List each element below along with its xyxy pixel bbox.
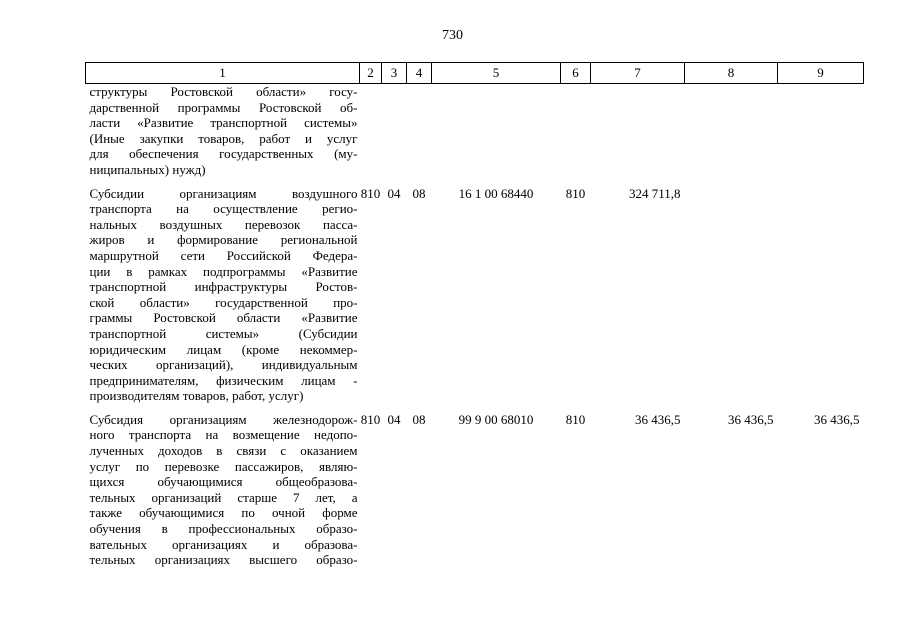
column-header-6: 6 <box>561 63 591 84</box>
cell-target-article <box>432 84 561 178</box>
row-description <box>86 84 360 178</box>
description-line: нальных воздушных перевозок пасса- <box>89 216 358 232</box>
cell-section: 04 <box>387 411 401 427</box>
cell-amount-1 <box>591 84 685 178</box>
row-description <box>86 178 360 404</box>
page-number: 730 <box>442 28 463 43</box>
table-row <box>86 178 864 404</box>
description-line: ниципальных) нужд) <box>89 161 206 177</box>
cell-ministry <box>360 84 382 178</box>
description-line: вательных организациях и образова- <box>89 536 358 552</box>
description-line: услуг по перевозке пассажиров, являю- <box>89 458 358 474</box>
description-line: также обучающимися по очной форме <box>89 505 358 521</box>
description-line: тельных организаций старше 7 лет, а <box>89 489 358 505</box>
cell-amount-1: 324 711,8 <box>628 185 681 201</box>
cell-amount-2: 36 436,5 <box>728 411 774 427</box>
description-line: щихся обучающимися общеобразова- <box>89 474 358 490</box>
cell-target-article: 99 9 00 68010 <box>458 411 534 427</box>
cell-target-article: 16 1 00 68440 <box>458 185 534 201</box>
column-header-7: 7 <box>591 63 685 84</box>
description-line: обучения в профессиональных образо- <box>89 521 358 537</box>
column-header-9: 9 <box>778 63 864 84</box>
cell-section <box>382 84 407 178</box>
cell-subsection: 08 <box>412 411 426 427</box>
cell-subsection <box>407 84 432 178</box>
description-line: ного транспорта на возмещение недопо- <box>89 427 358 443</box>
description-line: тельных организациях высшего образо- <box>89 552 358 568</box>
column-header-3: 3 <box>382 63 407 84</box>
budget-table <box>85 62 864 568</box>
description-line: лученных доходов в связи с оказанием <box>89 443 358 459</box>
description-line: юридическим лицам (кроме некоммер- <box>89 341 358 357</box>
cell-ministry: 810 <box>360 411 381 427</box>
description-line: дарственной программы Ростовской об- <box>89 99 358 115</box>
description-line: жиров и формирование региональной <box>89 232 358 248</box>
cell-expense-type: 810 <box>565 185 586 201</box>
description-line: (Иные закупки товаров, работ и услуг <box>89 130 358 146</box>
cell-amount-2 <box>685 178 778 404</box>
cell-subsection: 08 <box>412 185 426 201</box>
description-line: предпринимателям, физическим лицам - <box>89 372 358 388</box>
column-header-2: 2 <box>360 63 382 84</box>
description-line: ции в рамках подпрограммы «Развитие <box>89 263 358 279</box>
table-header-row <box>86 63 864 84</box>
description-line: Субсидии организациям воздушного <box>89 185 358 201</box>
column-header-8: 8 <box>685 63 778 84</box>
cell-expense-type: 810 <box>565 411 586 427</box>
description-line: транспортной системы» (Субсидии <box>89 325 358 341</box>
column-header-1: 1 <box>86 63 360 84</box>
description-line: Субсидия организациям железнодорож- <box>89 411 358 427</box>
table-row <box>86 404 864 568</box>
table-row <box>86 84 864 178</box>
cell-amount-3: 36 436,5 <box>814 411 860 427</box>
cell-expense-type <box>561 84 591 178</box>
column-header-4: 4 <box>407 63 432 84</box>
cell-ministry: 810 <box>360 185 381 201</box>
column-header-5: 5 <box>432 63 561 84</box>
description-line: ласти «Развитие транспортной системы» <box>89 115 358 131</box>
cell-section: 04 <box>387 185 401 201</box>
cell-amount-3 <box>778 84 864 178</box>
description-line: производителям товаров, работ, услуг) <box>89 388 304 404</box>
description-line: транспорта на осуществление регио- <box>89 201 358 217</box>
description-line: для обеспечения государственных (му- <box>89 146 358 162</box>
description-line: структуры Ростовской области» госу- <box>89 84 358 99</box>
cell-amount-2 <box>685 84 778 178</box>
description-line: транспортной инфраструктуры Ростов- <box>89 279 358 295</box>
description-line: ской области» государственной про- <box>89 294 358 310</box>
description-line: граммы Ростовской области «Развитие <box>89 310 358 326</box>
description-line: ческих организаций), индивидуальным <box>89 357 358 373</box>
description-line: маршрутной сети Российской Федера- <box>89 247 358 263</box>
cell-amount-1: 36 436,5 <box>635 411 681 427</box>
row-description <box>86 404 360 568</box>
cell-amount-3 <box>778 178 864 404</box>
